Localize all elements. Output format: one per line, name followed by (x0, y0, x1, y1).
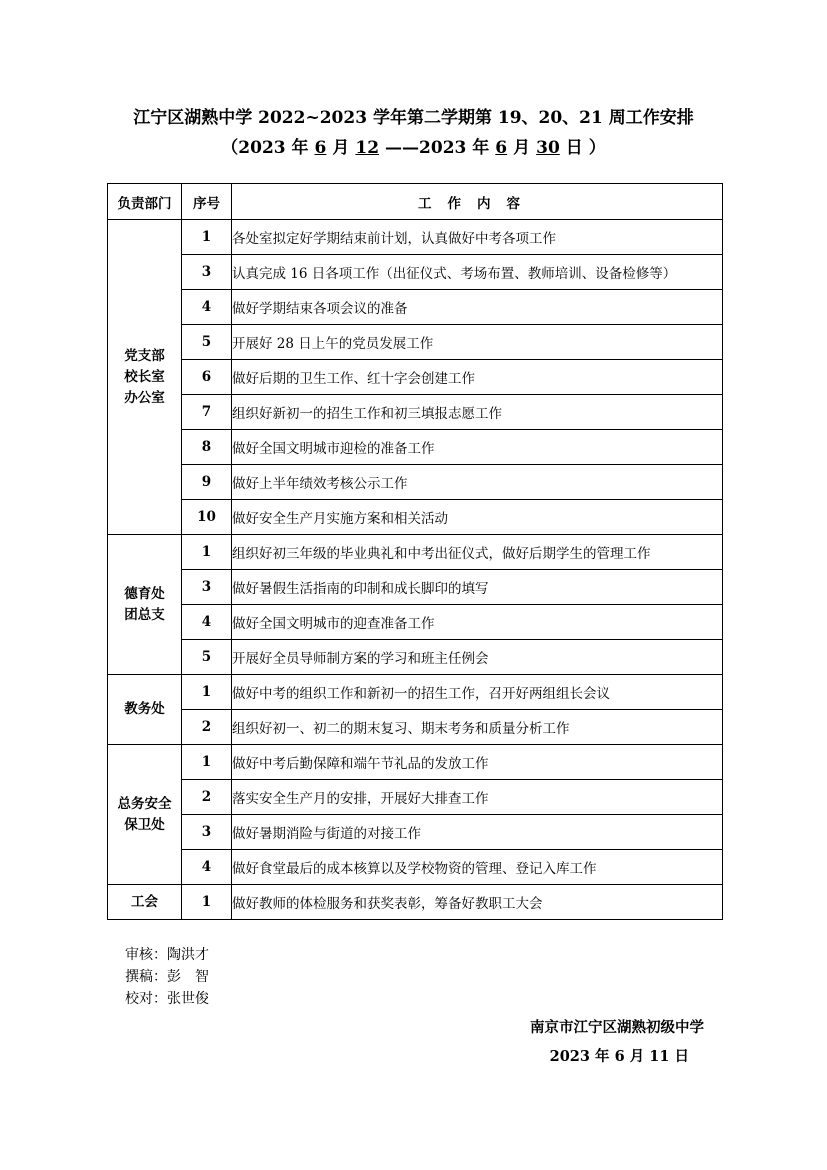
task-description: 做好暑假生活指南的印制和成长脚印的填写 (232, 570, 723, 605)
table-row (108, 850, 723, 885)
table-row (108, 220, 723, 255)
task-description: 组织好新初一的招生工作和初三填报志愿工作 (232, 395, 723, 430)
credits (125, 944, 209, 1010)
start-day: 12 (355, 138, 380, 158)
task-description: 开展好 28 日上午的党员发展工作 (232, 325, 723, 360)
signature-organization: 南京市江宁区湖熟初级中学 (530, 1019, 704, 1036)
item-number: 4 (182, 290, 232, 325)
signature-date: 2023 年 6 月 11 日 (549, 1048, 689, 1065)
item-number: 1 (182, 220, 232, 255)
dept-cell (108, 675, 182, 745)
task-description: 做好全国文明城市迎检的准备工作 (232, 430, 723, 465)
table-row (108, 605, 723, 640)
item-number: 1 (182, 745, 232, 780)
table-row (108, 745, 723, 780)
table-row (108, 465, 723, 500)
table-row (108, 710, 723, 745)
dept-name-line: 工会 (131, 893, 158, 910)
dept-name-line: 总务安全 (117, 795, 172, 812)
task-description: 做好暑期消险与街道的对接工作 (232, 815, 723, 850)
table-row (108, 325, 723, 360)
page-title: 江宁区湖熟中学 2022~2023 学年第二学期第 19、20、21 周工作安排 (133, 108, 694, 128)
table-row (108, 290, 723, 325)
date-separator: —— (385, 138, 420, 158)
end-day: 30 (536, 138, 560, 158)
item-number: 1 (182, 535, 232, 570)
item-number: 3 (182, 815, 232, 850)
table-row (108, 500, 723, 535)
writer: 撰稿：彭 智 (125, 969, 209, 985)
task-description: 做好食堂最后的成本核算以及学校物资的管理、登记入库工作 (232, 850, 723, 885)
item-number: 7 (182, 395, 232, 430)
table-row (108, 535, 723, 570)
item-number: 3 (182, 255, 232, 290)
task-description: 落实安全生产月的安排，开展好大排查工作 (232, 780, 723, 815)
reviewer: 审核：陶洪才 (125, 947, 209, 963)
dept-name-line: 德育处 (124, 585, 165, 602)
date-range-open: （ (221, 138, 239, 158)
item-number: 6 (182, 360, 232, 395)
table-row (108, 255, 723, 290)
task-description: 做好安全生产月实施方案和相关活动 (232, 500, 723, 535)
task-description: 开展好全员导师制方案的学习和班主任例会 (232, 640, 723, 675)
item-number: 2 (182, 780, 232, 815)
task-description: 各处室拟定好学期结束前计划，认真做好中考各项工作 (232, 220, 723, 255)
task-description: 做好中考后勤保障和端午节礼品的发放工作 (232, 745, 723, 780)
item-number: 2 (182, 710, 232, 745)
table-row (108, 360, 723, 395)
task-description: 做好教师的体检服务和获奖表彰，筹备好教职工大会 (232, 885, 723, 920)
item-number: 5 (182, 640, 232, 675)
start-year: 2023 年 (238, 138, 309, 158)
dept-name-line: 办公室 (124, 389, 165, 406)
dept-cell (108, 535, 182, 675)
table-row (108, 780, 723, 815)
task-description: 做好学期结束各项会议的准备 (232, 290, 723, 325)
dept-cell (108, 885, 182, 920)
dept-name-line: 团总支 (124, 606, 165, 623)
dept-name-line: 校长室 (124, 368, 165, 385)
table-row (108, 885, 723, 920)
table-row (108, 395, 723, 430)
header-content: 工作内容 (232, 184, 723, 220)
table-row (108, 815, 723, 850)
item-number: 9 (182, 465, 232, 500)
dept-cell (108, 220, 182, 535)
item-number: 1 (182, 885, 232, 920)
item-number: 4 (182, 850, 232, 885)
task-description: 认真完成 16 日各项工作（出征仪式、考场布置、教师培训、设备检修等） (232, 255, 723, 290)
task-description: 做好后期的卫生工作、红十字会创建工作 (232, 360, 723, 395)
start-month: 6 (314, 138, 327, 158)
task-description: 做好全国文明城市的迎查准备工作 (232, 605, 723, 640)
item-number: 1 (182, 675, 232, 710)
item-number: 3 (182, 570, 232, 605)
end-day-char: 日 (565, 138, 583, 158)
table-row (108, 570, 723, 605)
item-number: 8 (182, 430, 232, 465)
table-row (108, 430, 723, 465)
item-number: 4 (182, 605, 232, 640)
task-description: 做好中考的组织工作和新初一的招生工作，召开好两组组长会议 (232, 675, 723, 710)
task-description: 做好上半年绩效考核公示工作 (232, 465, 723, 500)
dept-name-line: 党支部 (124, 347, 165, 364)
dept-name-line: 保卫处 (124, 816, 165, 833)
proofreader: 校对：张世俊 (125, 991, 209, 1007)
task-description: 组织好初一、初二的期末复习、期末考务和质量分析工作 (232, 710, 723, 745)
table-row (108, 675, 723, 710)
table-row (108, 640, 723, 675)
header-dept: 负责部门 (108, 184, 182, 220)
dept-cell (108, 745, 182, 885)
start-month-char: 月 (332, 138, 350, 158)
end-year: 2023 年 (419, 138, 490, 158)
end-month: 6 (495, 138, 508, 158)
table-body (108, 220, 723, 920)
task-description: 组织好初三年级的毕业典礼和中考出征仪式，做好后期学生的管理工作 (232, 535, 723, 570)
header-num: 序号 (182, 184, 232, 220)
work-schedule-table (107, 183, 723, 920)
date-range (0, 136, 827, 160)
item-number: 10 (182, 500, 232, 535)
table-header-row (108, 184, 723, 220)
item-number: 5 (182, 325, 232, 360)
dept-name-line: 教务处 (124, 701, 165, 717)
date-range-close: ） (588, 138, 606, 158)
end-month-char: 月 (513, 138, 531, 158)
